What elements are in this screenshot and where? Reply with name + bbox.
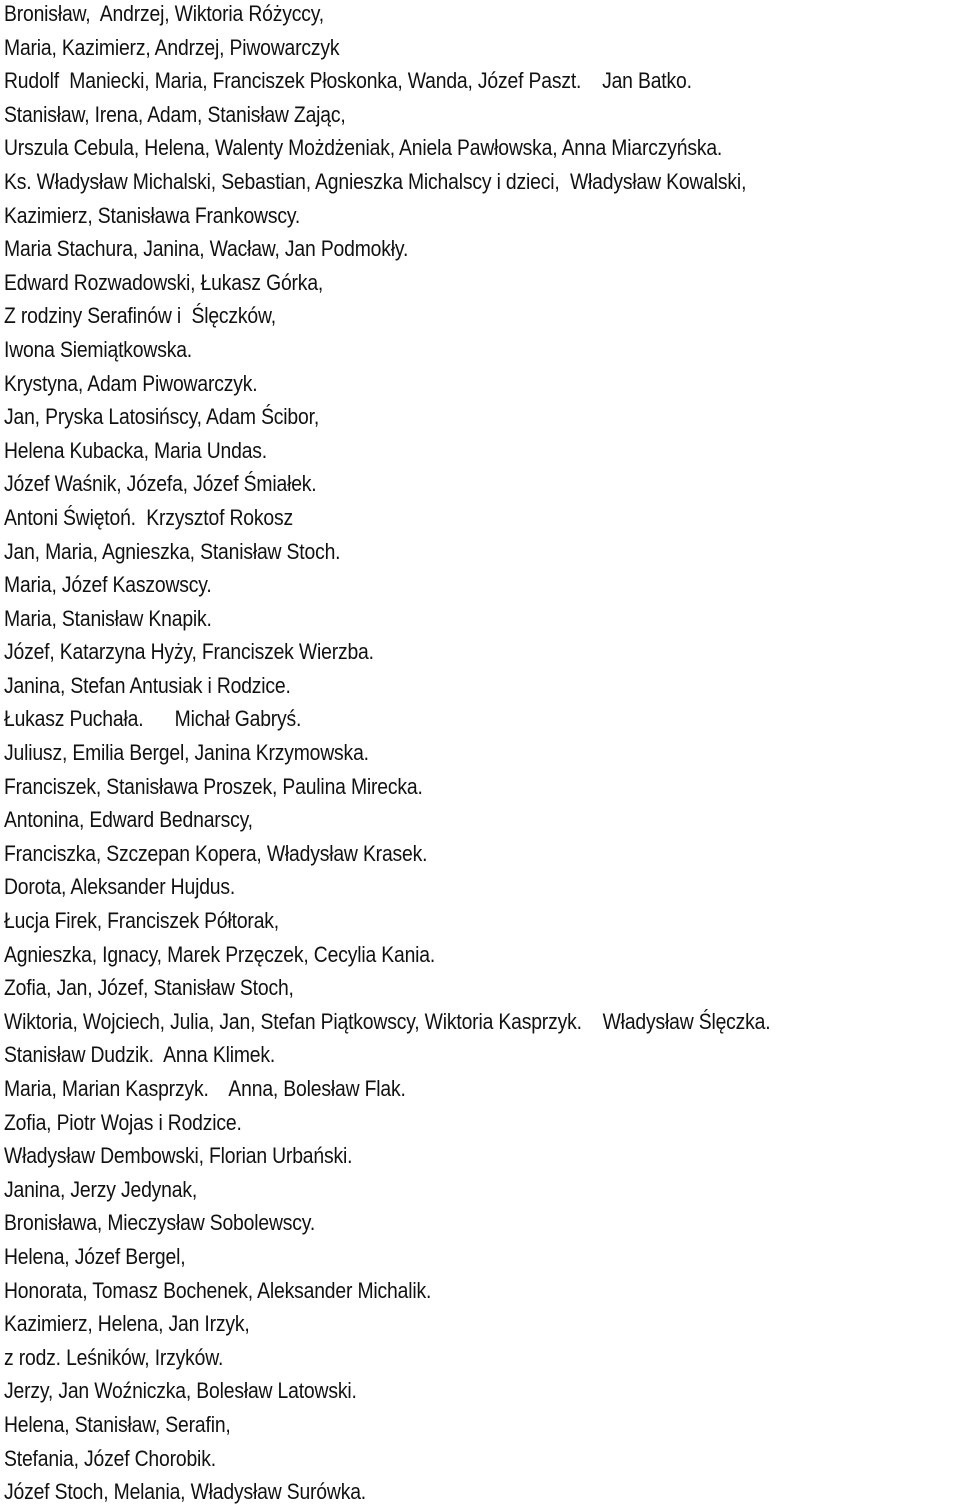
text-line: Maria, Marian Kasprzyk. Anna, Bolesław Flak. <box>4 1076 406 1101</box>
text-line: Franciszek, Stanisława Proszek, Paulina Mirecka. <box>4 773 423 799</box>
text-line: Janina, Jerzy Jedynak, <box>4 1176 198 1202</box>
text-line: Józef, Katarzyna Hyży, Franciszek Wierzba. <box>4 639 374 665</box>
text-line: Maria, Stanisław Knapik. <box>4 605 212 631</box>
text-line: Maria, Józef Kaszowscy. <box>4 572 212 598</box>
text-line: Łucja Firek, Franciszek Półtorak, <box>4 908 279 934</box>
text-line: Helena Kubacka, Maria Undas. <box>4 437 268 463</box>
text-line: Stefania, Józef Chorobik. <box>4 1445 216 1471</box>
text-line: Helena, Stanisław, Serafin, <box>4 1411 231 1437</box>
text-line: Stanisław Dudzik. Anna Klimek. <box>4 1042 276 1068</box>
text-line: Urszula Cebula, Helena, Walenty Możdżeniak, Aniela Pawłowska, Anna Miarczyńska. <box>4 135 723 161</box>
text-line: Helena, Józef Bergel, <box>4 1243 186 1269</box>
text-line: Honorata, Tomasz Bochenek, Aleksander Michalik. <box>4 1277 432 1303</box>
text-line: Rudolf Maniecki, Maria, Franciszek Płoskonka, Wanda, Józef Paszt. Jan Batko. <box>4 68 692 94</box>
text-line: Franciszka, Szczepan Kopera, Władysław Krasek. <box>4 840 428 866</box>
text-line: Zofia, Piotr Wojas i Rodzice. <box>4 1109 242 1135</box>
text-line: Bronisław, Andrzej, Wiktoria Różyccy, <box>4 1 325 26</box>
text-line: Łukasz Puchała. Michał Gabryś. <box>4 706 302 732</box>
text-line: Janina, Stefan Antusiak i Rodzice. <box>4 672 291 698</box>
text-line: z rodz. Leśników, Irzyków. <box>4 1344 224 1370</box>
text-line: Wiktoria, Wojciech, Julia, Jan, Stefan Piątkowscy, Wiktoria Kasprzyk. Władysław Ślęczka. <box>4 1008 771 1034</box>
text-line: Jan, Maria, Agnieszka, Stanisław Stoch. <box>4 538 341 564</box>
text-line: Jerzy, Jan Woźniczka, Bolesław Latowski. <box>4 1378 357 1404</box>
text-line: Agnieszka, Ignacy, Marek Przęczek, Cecylia Kania. <box>4 941 436 967</box>
text-line: Antonina, Edward Bednarscy, <box>4 807 253 833</box>
text-line: Juliusz, Emilia Bergel, Janina Krzymowska. <box>4 740 369 766</box>
text-line: Kazimierz, Stanisława Frankowscy. <box>4 202 301 228</box>
text-line: Iwona Siemiątkowska. <box>4 336 193 362</box>
text-line: Ks. Władysław Michalski, Sebastian, Agnieszka Michalscy i dzieci, Władysław Kowalski, <box>4 168 747 194</box>
text-line: Stanisław, Irena, Adam, Stanisław Zając, <box>4 101 346 127</box>
text-line: Zofia, Jan, Józef, Stanisław Stoch, <box>4 975 294 1001</box>
text-line: Dorota, Aleksander Hujdus. <box>4 874 236 900</box>
text-line: Z rodziny Serafinów i Ślęczków, <box>4 303 276 329</box>
text-line: Jan, Pryska Latosińscy, Adam Ścibor, <box>4 404 320 430</box>
text-line: Antoni Świętoń. Krzysztof Rokosz <box>4 504 294 530</box>
text-line: Maria Stachura, Janina, Wacław, Jan Podmokły. <box>4 236 409 262</box>
text-line: Kazimierz, Helena, Jan Irzyk, <box>4 1311 250 1337</box>
text-line: Józef Stoch, Melania, Władysław Surówka. <box>4 1479 367 1505</box>
text-line: Krystyna, Adam Piwowarczyk. <box>4 370 258 396</box>
text-line: Maria, Kazimierz, Andrzej, Piwowarczyk <box>4 34 340 60</box>
text-line: Bronisława, Mieczysław Sobolewscy. <box>4 1210 316 1236</box>
text-line: Edward Rozwadowski, Łukasz Górka, <box>4 269 324 295</box>
text-line: Władysław Dembowski, Florian Urbański. <box>4 1143 353 1169</box>
text-line: Józef Waśnik, Józefa, Józef Śmiałek. <box>4 471 317 497</box>
